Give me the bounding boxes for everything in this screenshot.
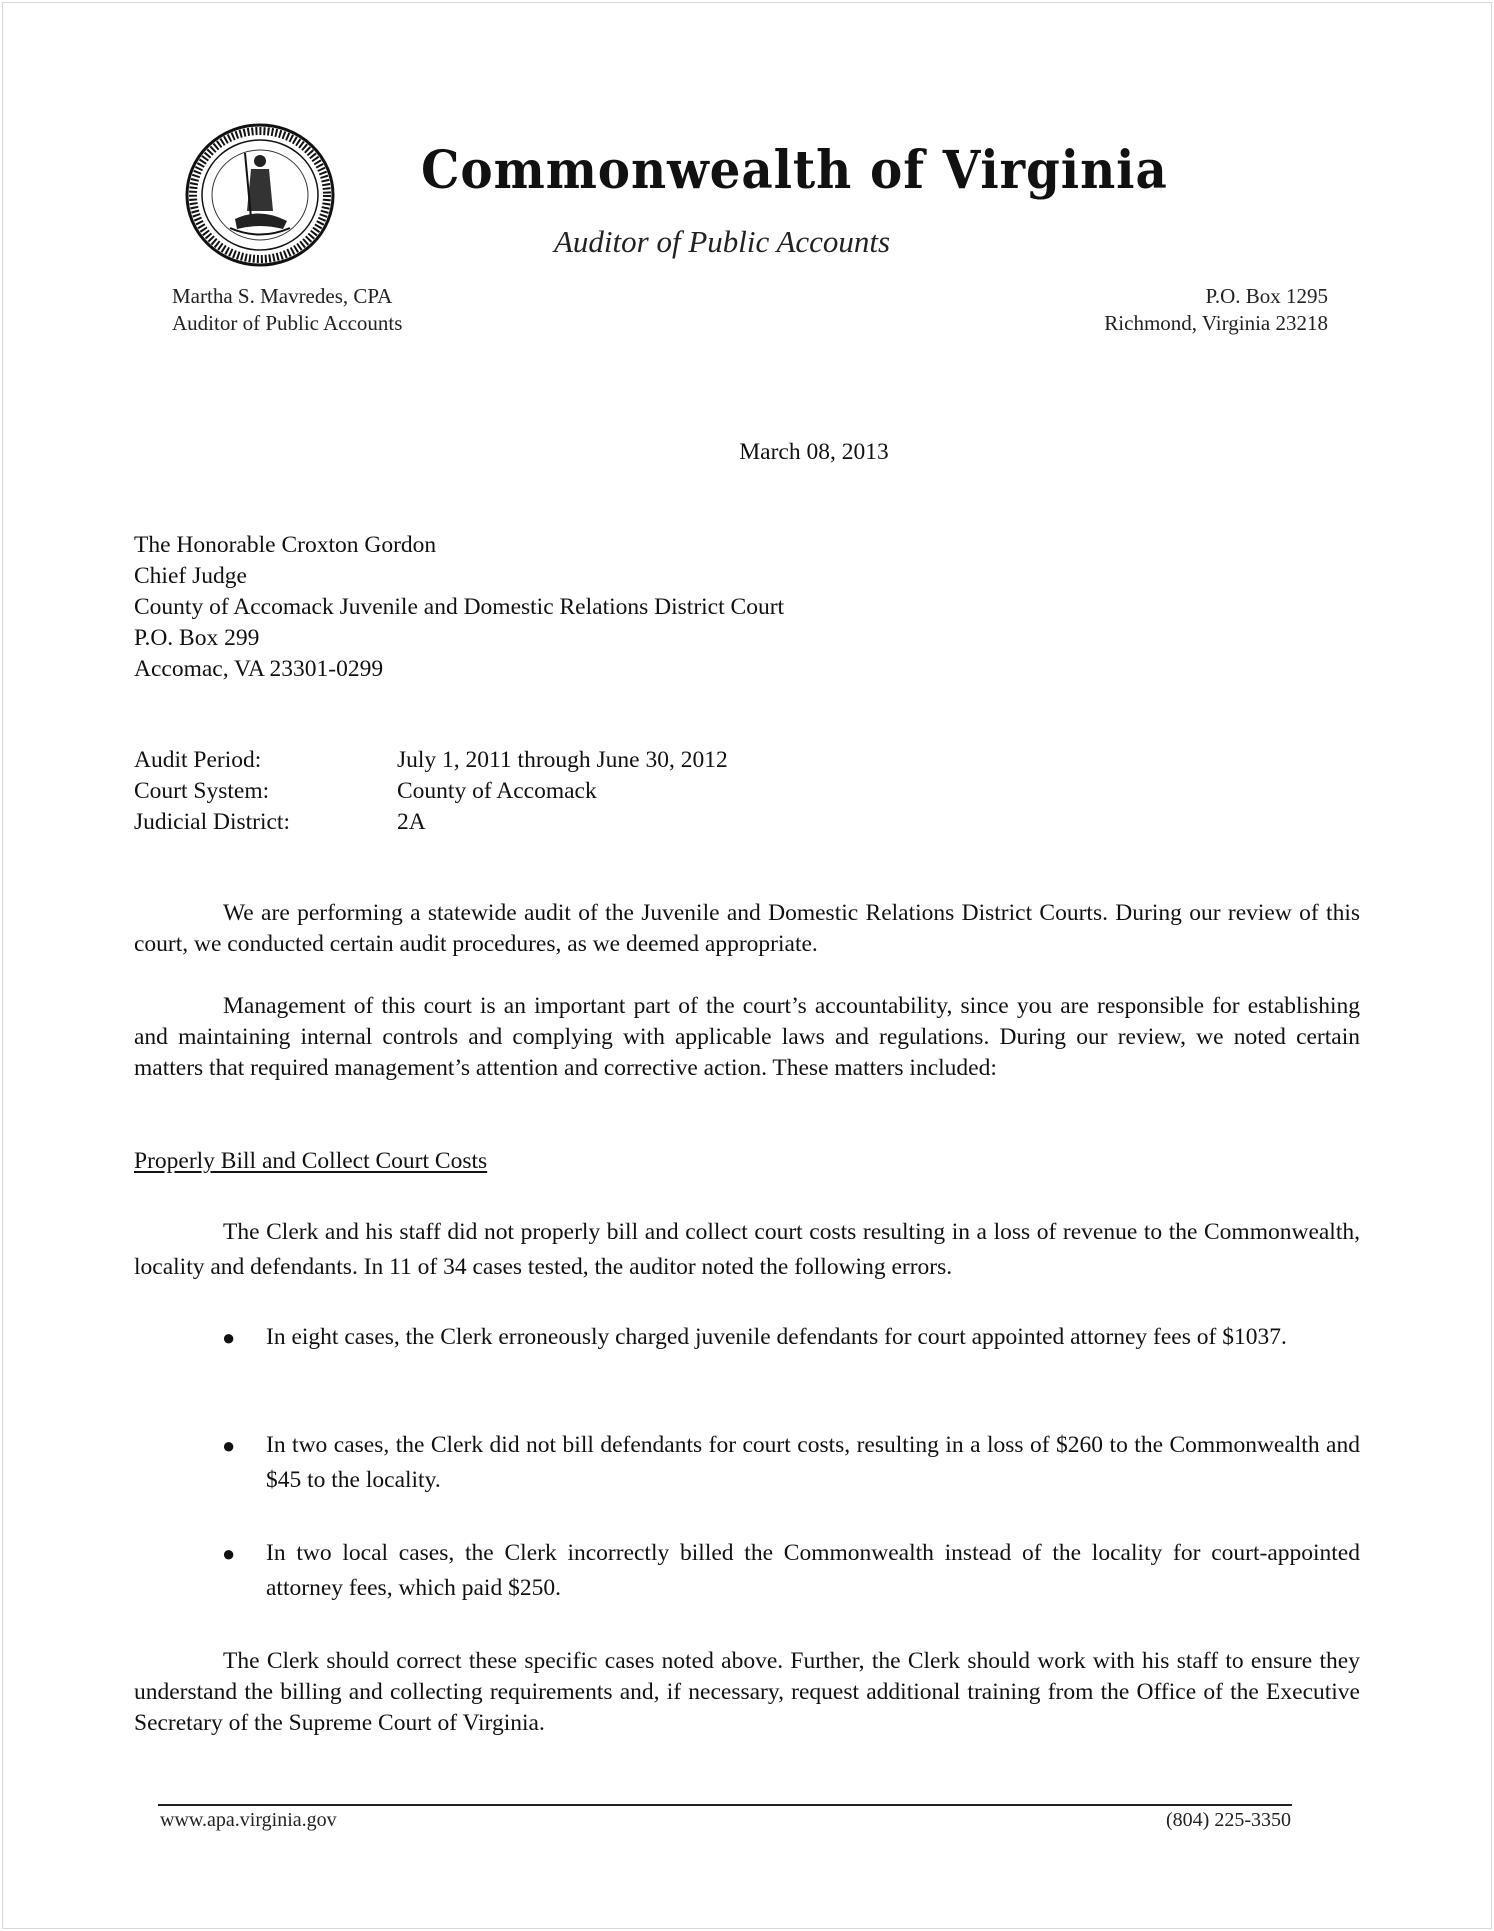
list-item: In two local cases, the Clerk incorrectly billed the Commonwealth instead of the locality for court-appointed attorney fees, which paid $250.	[266, 1540, 1360, 1601]
paragraph-recommendation: The Clerk should correct these specific cases noted above. Further, the Clerk should work with his staff to ensure they understand the billing and collecting requirements and, if necessary, request additional training from the Office of the Executive Secretary of the Supreme Court of Virginia.	[134, 1648, 1360, 1736]
paragraph-management: Management of this court is an important part of the court’s accountability, since you are responsible for establishing and maintaining internal controls and complying with applicable laws and regulations. During our review, we noted certain matters that required management’s attention and corrective action. These matters included:	[134, 993, 1360, 1081]
footer-website: www.apa.virginia.gov	[160, 1809, 337, 1831]
city-state-zip: Richmond, Virginia 23218	[1104, 311, 1328, 335]
virginia-seal-logo	[185, 123, 335, 267]
audit-info-label: Court System:	[134, 778, 270, 804]
audit-info-value: 2A	[397, 809, 426, 835]
footer-phone: (804) 225-3350	[1166, 1809, 1291, 1831]
audit-info-label: Judicial District:	[134, 809, 290, 835]
bullet-icon: ●	[222, 1433, 236, 1458]
letterhead-title: Commonwealth of Virginia	[421, 140, 1168, 201]
po-box: P.O. Box 1295	[1205, 284, 1328, 308]
bullet-icon: ●	[222, 1541, 236, 1566]
audit-info-value: County of Accomack	[397, 778, 597, 804]
recipient-line: Chief Judge	[134, 563, 247, 589]
list-item: In eight cases, the Clerk erroneously charged juvenile defendants for court appointed attorney fees of $1037.	[266, 1324, 1287, 1350]
auditor-title: Auditor of Public Accounts	[172, 311, 403, 335]
recipient-line: County of Accomack Juvenile and Domestic Relations District Court	[134, 594, 785, 620]
bullet-icon: ●	[222, 1325, 236, 1350]
section-heading-text: Properly Bill and Collect Court Costs	[134, 1148, 488, 1174]
recipient-line: The Honorable Croxton Gordon	[134, 532, 437, 558]
letter-date: March 08, 2013	[739, 439, 889, 465]
audit-info-value: July 1, 2011 through June 30, 2012	[397, 747, 728, 773]
paragraph-findings: The Clerk and his staff did not properly bill and collect court costs resulting in a loss of revenue to the Commonwealth, locality and defendants. In 11 of 34 cases tested, the auditor noted the following errors.	[134, 1219, 1360, 1280]
auditor-name: Martha S. Mavredes, CPA	[172, 284, 393, 308]
paragraph-intro: We are performing a statewide audit of the Juvenile and Domestic Relations District Courts. During our review of this court, we conducted certain audit procedures, as we deemed appropriate.	[134, 900, 1360, 957]
recipient-line: P.O. Box 299	[134, 625, 260, 651]
section-heading	[134, 1146, 487, 1177]
list-item: In two cases, the Clerk did not bill defendants for court costs, resulting in a loss of $260 to the Commonwealth and $45 to the locality.	[266, 1432, 1360, 1493]
footer-divider	[158, 1804, 1292, 1806]
recipient-line: Accomac, VA 23301-0299	[134, 656, 384, 682]
audit-info-label: Audit Period:	[134, 747, 262, 773]
letterhead-subtitle: Auditor of Public Accounts	[554, 224, 891, 259]
